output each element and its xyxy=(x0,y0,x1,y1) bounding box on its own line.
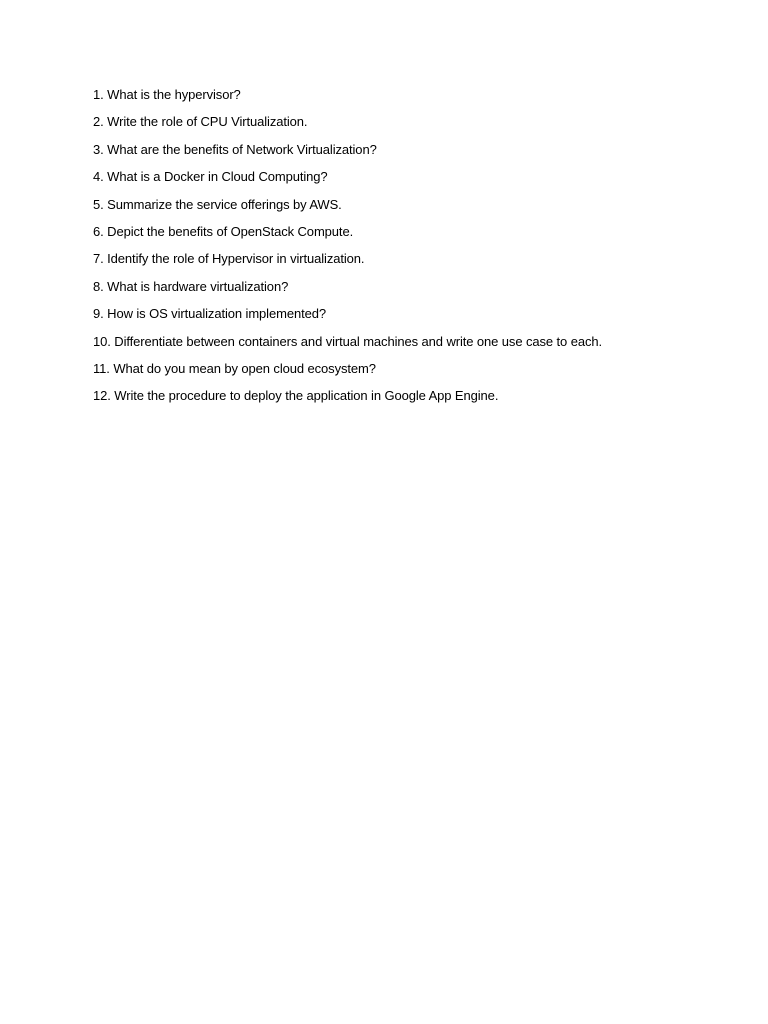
question-item: 10. Differentiate between containers and virtual machines and write one use case to each. xyxy=(93,333,603,349)
question-list xyxy=(93,86,602,415)
question-item: 5. Summarize the service offerings by AWS. xyxy=(93,196,342,212)
question-item: 12. Write the procedure to deploy the application in Google App Engine. xyxy=(93,388,499,404)
question-item: 9. How is OS virtualization implemented? xyxy=(93,306,326,322)
question-item: 8. What is hardware virtualization? xyxy=(93,278,289,294)
question-item: 2. Write the role of CPU Virtualization. xyxy=(93,114,308,130)
question-item: 7. Identify the role of Hypervisor in virtualization. xyxy=(93,251,365,267)
question-item: 3. What are the benefits of Network Virtualization? xyxy=(93,141,377,157)
question-item: 4. What is a Docker in Cloud Computing? xyxy=(93,169,328,185)
question-item: 11. What do you mean by open cloud ecosystem? xyxy=(93,360,376,376)
question-item: 6. Depict the benefits of OpenStack Compute. xyxy=(93,223,354,239)
question-item: 1. What is the hypervisor? xyxy=(93,87,241,102)
